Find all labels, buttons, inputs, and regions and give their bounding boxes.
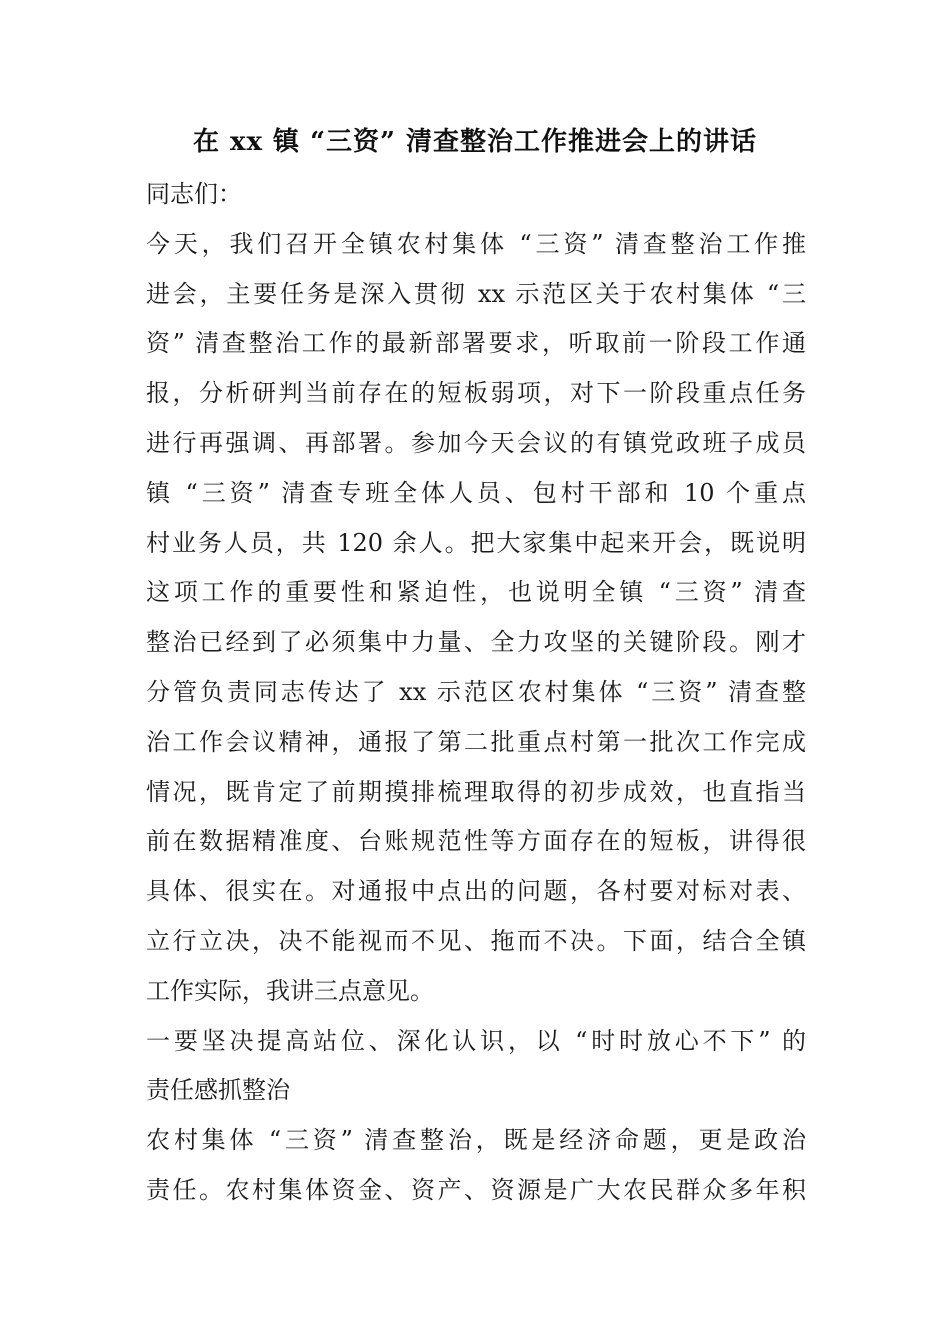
text-line: 镇 “三资” 清查专班全体人员、包村干部和 10 个重点 xyxy=(146,478,806,507)
text-line: 具体、很实在。对通报中点出的问题，各村要对标对表、 xyxy=(146,877,806,906)
text-line: 进行再强调、再部署。参加今天会议的有镇党政班子成员 xyxy=(146,428,806,457)
text-line: 工作实际，我讲三点意见。 xyxy=(146,976,434,1005)
text-line: 治工作会议精神，通报了第二批重点村第一批次工作完成 xyxy=(146,727,806,756)
text-line: 分管负责同志传达了 xx 示范区农村集体 “三资” 清查整 xyxy=(146,677,806,706)
text-line: 这项工作的重要性和紧迫性，也说明全镇 “三资” 清查 xyxy=(146,578,806,607)
text-line: 农村集体 “三资” 清查整治，既是经济命题，更是政治 xyxy=(146,1126,806,1155)
document-body xyxy=(146,170,806,1216)
text-line: 整治已经到了必须集中力量、全力攻坚的关键阶段。刚才 xyxy=(146,628,806,657)
text-line: 同志们： xyxy=(146,180,242,208)
text-line: 今天，我们召开全镇农村集体 “三资” 清查整治工作推 xyxy=(146,229,806,258)
text-line: 前在数据精准度、台账规范性等方面存在的短板，讲得很 xyxy=(146,827,806,856)
text-line: 报，分析研判当前存在的短板弱项，对下一阶段重点任务 xyxy=(146,379,806,408)
text-line: 进会，主要任务是深入贯彻 xx 示范区关于农村集体 “三 xyxy=(146,279,806,308)
text-line: 资” 清查整治工作的最新部署要求，听取前一阶段工作通 xyxy=(146,329,806,358)
document-title: 在 xx 镇 “三资” 清查整治工作推进会上的讲话 xyxy=(192,127,758,157)
text-line: 一要坚决提高站位、深化认识，以 “时时放心不下” 的 xyxy=(146,1026,806,1055)
text-line: 责任。农村集体资金、资产、资源是广大农民群众多年积 xyxy=(146,1175,806,1204)
text-line: 村业务人员，共 120 余人。把大家集中起来开会，既说明 xyxy=(146,528,806,557)
text-line: 立行立决，决不能视而不见、拖而不决。下面，结合全镇 xyxy=(146,926,806,955)
text-line: 责任感抓整治 xyxy=(146,1076,290,1105)
text-line: 情况，既肯定了前期摸排梳理取得的初步成效，也直指当 xyxy=(146,777,806,806)
